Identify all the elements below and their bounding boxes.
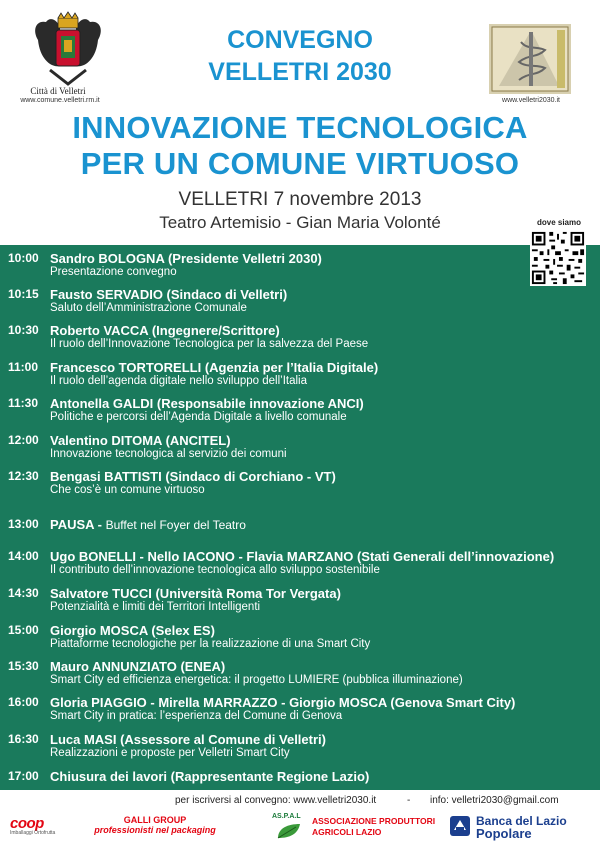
program-speaker: Gloria PIAGGIO - Mirella MARRAZZO - Giorgio MOSCA (Genova Smart City)	[50, 695, 516, 710]
bank-name-line1: Banca del Lazio	[476, 814, 567, 828]
program-time: 10:00	[8, 251, 39, 265]
city-crest-logo	[30, 10, 106, 88]
program-speaker: Giorgio MOSCA (Selex ES)	[50, 623, 215, 638]
aspal-name: ASSOCIAZIONE PRODUTTORI	[312, 816, 436, 826]
program-time: 15:30	[8, 659, 39, 673]
program-topic: Smart City ed efficienza energetica: il progetto LUMIERE (pubblica illuminazione)	[50, 674, 463, 686]
program-time: 13:00	[8, 517, 39, 531]
program-speaker: Mauro ANNUNZIATO (ENEA)	[50, 659, 226, 674]
program-topic: Il ruolo dell’agenda digitale nello sviluppo dell’Italia	[50, 375, 308, 387]
bank-name-line2: Popolare	[476, 826, 532, 841]
aspal-subtitle: AGRICOLI LAZIO	[312, 827, 382, 837]
convegno-label: CONVEGNO	[227, 26, 373, 54]
program-speaker: Salvatore TUCCI (Università Roma Tor Vergata)	[50, 586, 341, 601]
program-topic: Potenzialità e limiti dei Territori Intelligenti	[50, 601, 261, 613]
event-date: VELLETRI 7 novembre 2013	[178, 189, 422, 210]
qr-code-icon[interactable]	[530, 230, 586, 286]
program-time: 14:30	[8, 586, 39, 600]
leaf-icon	[274, 822, 304, 840]
program-topic: Realizzazioni e proposte per Velletri Smart City	[50, 747, 290, 759]
program-speaker: Sandro BOLOGNA (Presidente Velletri 2030)	[50, 251, 322, 266]
program-time: 15:00	[8, 623, 39, 637]
program-topic: Presentazione convegno	[50, 266, 177, 278]
coop-logo-text: coop	[10, 815, 44, 832]
program-topic: Saluto dell’Amministrazione Comunale	[50, 302, 247, 314]
galli-group-name: GALLI GROUP	[123, 815, 187, 825]
program-speaker: Fausto SERVADIO (Sindaco di Velletri)	[50, 287, 288, 302]
bank-logo-icon	[450, 816, 470, 836]
program-time: 10:30	[8, 323, 39, 337]
program-topic: Il contributo dell’innovazione tecnologica allo sviluppo sostenibile	[50, 564, 380, 576]
program-time: 17:00	[8, 769, 39, 783]
program-speaker: Antonella GALDI (Responsabile innovazione ANCI)	[50, 396, 364, 411]
program-topic: Politiche e percorsi dell’Agenda Digitale a livello comunale	[50, 411, 347, 423]
program-time: 11:30	[8, 396, 39, 410]
program-break	[50, 517, 246, 532]
galli-group-sponsor	[90, 815, 220, 835]
registration-link[interactable]: per iscriversi al convegno: www.velletri2030.it	[175, 795, 377, 806]
city-name: Città di Velletri	[30, 86, 86, 96]
program-time: 16:00	[8, 695, 39, 709]
coop-subtitle: Imballaggi Ortofrutta	[10, 830, 56, 836]
info-email-link[interactable]: info: velletri2030@gmail.com	[430, 795, 559, 806]
aspal-sponsor	[272, 813, 436, 837]
event-url-link[interactable]: www.velletri2030.it	[502, 97, 560, 104]
program-topic: Il ruolo dell’Innovazione Tecnologica per la salvezza del Paese	[50, 338, 369, 350]
program-time: 11:00	[8, 360, 39, 374]
program-panel	[0, 245, 600, 790]
program-time: 12:30	[8, 469, 39, 483]
galli-group-tagline: professionisti nel packaging	[94, 825, 216, 835]
program-speaker: Valentino DITOMA (ANCITEL)	[50, 433, 231, 448]
footer-separator: -	[407, 795, 411, 806]
program-time: 14:00	[8, 549, 39, 563]
main-title-line1: INNOVAZIONE TECNOLOGICA	[72, 110, 528, 145]
city-url-link[interactable]: www.comune.velletri.rm.it	[20, 97, 100, 104]
bank-emblem-icon	[450, 816, 470, 836]
program-speaker: Bengasi BATTISTI (Sindaco di Corchiano - VT)	[50, 469, 336, 484]
program-topic: Piattaforme tecnologiche per la realizzazione di una Smart City	[50, 638, 371, 650]
convegno-name: VELLETRI 2030	[208, 58, 392, 86]
program-time: 16:30	[8, 732, 39, 746]
program-topic: Smart City in pratica: l’esperienza del Comune di Genova	[50, 710, 343, 722]
program-topic: Che cos’è un comune virtuoso	[50, 484, 205, 496]
banca-lazio-sponsor	[450, 814, 595, 842]
break-note: Buffet nel Foyer del Teatro	[105, 518, 246, 532]
program-topic: Innovazione tecnologica al servizio dei comuni	[50, 448, 287, 460]
event-venue: Teatro Artemisio - Gian Maria Volonté	[159, 213, 441, 232]
program-speaker: Chiusura dei lavori (Rappresentante Regione Lazio)	[50, 769, 370, 784]
program-speaker: Luca MASI (Assessore al Comune di Velletri)	[50, 732, 326, 747]
velletri-2030-logo	[489, 24, 571, 94]
main-title-line2: PER UN COMUNE VIRTUOSO	[80, 146, 520, 181]
dove-siamo-label: dove siamo	[536, 218, 581, 227]
break-label: PAUSA -	[50, 517, 106, 532]
program-speaker: Francesco TORTORELLI (Agenzia per l’Italia Digitale)	[50, 360, 379, 375]
program-speaker: Roberto VACCA (Ingegnere/Scrittore)	[50, 323, 280, 338]
program-speaker: Ugo BONELLI - Nello IACONO - Flavia MARZANO (Stati Generali dell’innovazione)	[50, 549, 555, 564]
program-time: 10:15	[8, 287, 39, 301]
coop-sponsor-logo	[10, 815, 55, 836]
aspal-abbreviation: AS.P.A.L	[272, 813, 301, 820]
program-time: 12:00	[8, 433, 39, 447]
